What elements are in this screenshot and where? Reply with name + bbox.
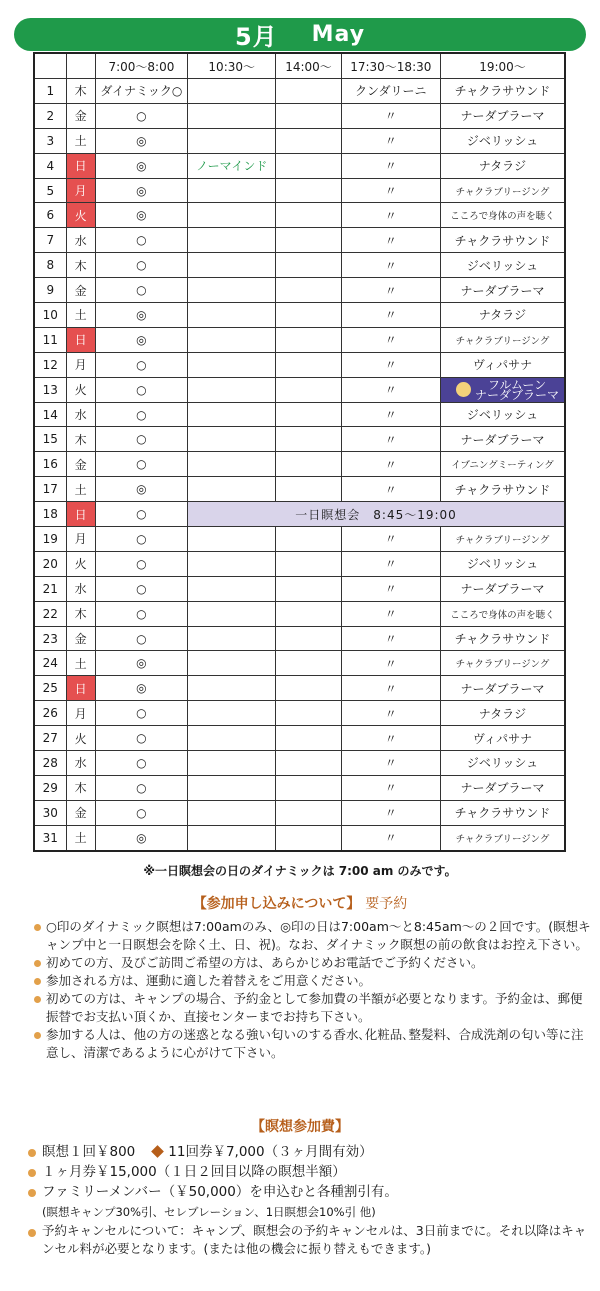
- weekday: 火: [66, 726, 95, 751]
- table-row: [34, 477, 565, 502]
- weekday: 木: [66, 79, 95, 104]
- session-1900: ジベリッシュ: [440, 253, 565, 278]
- month-en-label: May: [311, 22, 366, 47]
- bullet-icon: [28, 1189, 36, 1197]
- day-number: 13: [34, 377, 66, 402]
- day-number: 12: [34, 352, 66, 377]
- dynamic-mark: ○: [95, 601, 187, 626]
- session-1900: チャクラサウンド: [440, 800, 565, 825]
- weekday: 木: [66, 253, 95, 278]
- session-1400: [276, 651, 341, 676]
- fee-monthly: １ヶ月券￥15,000（１日２回目以降の瞑想半額）: [42, 1164, 346, 1180]
- session-1730: 〃: [341, 751, 440, 776]
- session-1400: [276, 278, 341, 303]
- session-1900: チャクラブリージング: [440, 178, 565, 203]
- session-1900: ナーダブラーマ: [440, 278, 565, 303]
- header-blank: [66, 53, 95, 79]
- bullet-icon: [34, 978, 41, 985]
- session-1730: 〃: [341, 128, 440, 153]
- session-1730: 〃: [341, 701, 440, 726]
- dynamic-mark: ○: [95, 726, 187, 751]
- session-1400: [276, 477, 341, 502]
- weekday: 木: [66, 775, 95, 800]
- session-1030: [188, 477, 276, 502]
- dynamic-mark: ○: [95, 527, 187, 552]
- session-1730: 〃: [341, 651, 440, 676]
- weekday: 月: [66, 178, 95, 203]
- session-1900: ナタラジ: [440, 701, 565, 726]
- weekday: 月: [66, 701, 95, 726]
- day-number: 10: [34, 303, 66, 328]
- dynamic-mark: ○: [95, 427, 187, 452]
- table-row: [34, 253, 565, 278]
- session-1400: [276, 551, 341, 576]
- table-row: [34, 775, 565, 800]
- table-header-row: [34, 53, 565, 79]
- dynamic-mark: ○: [95, 253, 187, 278]
- day-number: 26: [34, 701, 66, 726]
- session-1400: [276, 701, 341, 726]
- session-1900: チャクラブリージング: [440, 527, 565, 552]
- session-1030: [188, 103, 276, 128]
- day-number: 15: [34, 427, 66, 452]
- session-1030: [188, 427, 276, 452]
- weekday: 日: [66, 676, 95, 701]
- dynamic-mark: ダイナミック○: [95, 79, 187, 104]
- bullet-icon: [34, 960, 41, 967]
- dynamic-mark: ○: [95, 228, 187, 253]
- weekday: 水: [66, 576, 95, 601]
- day-number: 3: [34, 128, 66, 153]
- session-1730: 〃: [341, 253, 440, 278]
- list-item-text: 参加される方は、運動に適した着替えをご用意ください。: [46, 973, 372, 988]
- list-item: [34, 954, 594, 972]
- session-1900: ジベリッシュ: [440, 402, 565, 427]
- session-1900: チャクラサウンド: [440, 626, 565, 651]
- session-1030: [188, 203, 276, 228]
- weekday: 日: [66, 502, 95, 527]
- bullet-icon: [28, 1149, 36, 1157]
- session-1400: [276, 601, 341, 626]
- table-row: [34, 228, 565, 253]
- weekday: 月: [66, 527, 95, 552]
- session-1900: チャクラブリージング: [440, 327, 565, 352]
- session-1900: ナタラジ: [440, 303, 565, 328]
- session-1730: 〃: [341, 278, 440, 303]
- dynamic-mark: ◎: [95, 327, 187, 352]
- full-moon-label: [474, 377, 559, 402]
- day-number: 21: [34, 576, 66, 601]
- dynamic-mark: ◎: [95, 178, 187, 203]
- session-1030: [188, 128, 276, 153]
- session-1900: ナーダブラーマ: [440, 576, 565, 601]
- fee-11-ticket: 11回券￥7,000（３ヶ月間有効）: [168, 1144, 373, 1160]
- apply-title: [0, 893, 600, 913]
- weekday: 土: [66, 651, 95, 676]
- weekday: 金: [66, 452, 95, 477]
- table-row: [34, 551, 565, 576]
- session-1030: [188, 228, 276, 253]
- dynamic-mark: ◎: [95, 153, 187, 178]
- session-1900: チャクラサウンド: [440, 79, 565, 104]
- day-number: 1: [34, 79, 66, 104]
- session-1030: [188, 825, 276, 850]
- weekday: 土: [66, 128, 95, 153]
- day-number: 24: [34, 651, 66, 676]
- session-1030: [188, 676, 276, 701]
- session-1900: チャクラブリージング: [440, 825, 565, 850]
- weekday: 金: [66, 800, 95, 825]
- session-1730: 〃: [341, 775, 440, 800]
- list-item: [34, 990, 594, 1026]
- month-header: [14, 18, 586, 51]
- session-1400: [276, 303, 341, 328]
- weekday: 土: [66, 825, 95, 850]
- day-number: 5: [34, 178, 66, 203]
- session-1730: 〃: [341, 427, 440, 452]
- session-1030: [188, 701, 276, 726]
- table-row: [34, 153, 565, 178]
- session-1400: [276, 377, 341, 402]
- session-1400: [276, 352, 341, 377]
- session-1900: チャクラブリージング: [440, 651, 565, 676]
- dynamic-note: ※一日瞑想会の日のダイナミックは 7:00 am のみです。: [143, 864, 457, 878]
- session-1900: ヴィパサナ: [440, 352, 565, 377]
- dynamic-mark: ○: [95, 377, 187, 402]
- dynamic-mark: ◎: [95, 825, 187, 850]
- session-1030: [188, 253, 276, 278]
- session-1030: [188, 377, 276, 402]
- session-1030: [188, 726, 276, 751]
- session-1730: 〃: [341, 327, 440, 352]
- day-number: 27: [34, 726, 66, 751]
- session-1400: [276, 203, 341, 228]
- weekday: 火: [66, 377, 95, 402]
- dynamic-mark: ◎: [95, 651, 187, 676]
- day-number: 20: [34, 551, 66, 576]
- table-row: [34, 676, 565, 701]
- day-number: 16: [34, 452, 66, 477]
- session-1400: [276, 626, 341, 651]
- day-number: 6: [34, 203, 66, 228]
- session-1900: [440, 377, 565, 402]
- weekday: 火: [66, 551, 95, 576]
- day-number: 23: [34, 626, 66, 651]
- session-1900: ジベリッシュ: [440, 128, 565, 153]
- dynamic-mark: ◎: [95, 128, 187, 153]
- list-item: [34, 972, 594, 990]
- session-1730: 〃: [341, 800, 440, 825]
- session-1400: [276, 527, 341, 552]
- weekday: 金: [66, 278, 95, 303]
- dynamic-mark: ○: [95, 626, 187, 651]
- apply-title-text: 【参加申し込みについて】: [192, 896, 361, 912]
- dynamic-mark: ◎: [95, 477, 187, 502]
- list-item: [28, 1162, 598, 1182]
- table-row: [34, 303, 565, 328]
- table-row: [34, 427, 565, 452]
- session-1730: 〃: [341, 178, 440, 203]
- session-1730: 〃: [341, 452, 440, 477]
- day-number: 22: [34, 601, 66, 626]
- weekday: 水: [66, 751, 95, 776]
- header-time-1730: 17:30〜18:30: [341, 53, 440, 79]
- list-item-text: 初めての方、及びご訪問ご希望の方は、あらかじめお電話でご予約ください。: [46, 955, 484, 970]
- table-row: [34, 651, 565, 676]
- bullet-icon: [28, 1229, 36, 1237]
- session-1730: クンダリーニ: [341, 79, 440, 104]
- session-1030: [188, 800, 276, 825]
- session-1030: [188, 551, 276, 576]
- table-row: [34, 701, 565, 726]
- dynamic-mark: ○: [95, 576, 187, 601]
- session-1400: [276, 576, 341, 601]
- session-1730: 〃: [341, 103, 440, 128]
- table-row: [34, 800, 565, 825]
- session-1400: [276, 153, 341, 178]
- day-number: 19: [34, 527, 66, 552]
- dynamic-mark: ◎: [95, 303, 187, 328]
- bullet-icon: [34, 1032, 41, 1039]
- list-item-text: 初めての方は、キャンプの場合、予約金として参加費の半額が必要となります。予約金は、郵便振替でお支払い頂くか、直接センターまでお持ち下さい。: [46, 991, 583, 1024]
- day-number: 14: [34, 402, 66, 427]
- table-row: [34, 128, 565, 153]
- table-row: [34, 527, 565, 552]
- table-row: [34, 327, 565, 352]
- weekday: 水: [66, 402, 95, 427]
- bullet-icon: [28, 1169, 36, 1177]
- table-row: [34, 103, 565, 128]
- session-1730: 〃: [341, 377, 440, 402]
- dynamic-mark: ○: [95, 452, 187, 477]
- table-row: [34, 203, 565, 228]
- session-1030: [188, 352, 276, 377]
- day-number: 8: [34, 253, 66, 278]
- dynamic-mark: ○: [95, 402, 187, 427]
- table-row: [34, 751, 565, 776]
- session-1900: チャクラサウンド: [440, 477, 565, 502]
- table-row: [34, 79, 565, 104]
- session-1400: [276, 427, 341, 452]
- session-1030: [188, 576, 276, 601]
- fees-list: [28, 1142, 598, 1258]
- fee-family-detail: (瞑想キャンプ30%引、セレブレーション、1日瞑想会10%引 他): [42, 1205, 376, 1219]
- dynamic-mark: ○: [95, 502, 187, 527]
- bullet-icon: [34, 924, 41, 931]
- weekday: 火: [66, 203, 95, 228]
- list-item-text: 参加する人は、他の方の迷惑となる強い匂いのする香水､化粧品､整髪料、合成洗剤の匂い等に注意し、清潔であるように心がけて下さい。: [46, 1027, 584, 1060]
- session-1030: [188, 402, 276, 427]
- day-number: 17: [34, 477, 66, 502]
- table-row: [34, 377, 565, 402]
- table-row: [34, 452, 565, 477]
- session-1900: ナーダブラーマ: [440, 676, 565, 701]
- table-row: [34, 352, 565, 377]
- weekday: 金: [66, 626, 95, 651]
- day-number: 18: [34, 502, 66, 527]
- session-1730: 〃: [341, 551, 440, 576]
- list-item: [34, 1026, 594, 1062]
- session-1400: [276, 800, 341, 825]
- list-item: [34, 918, 594, 954]
- session-1030: [188, 775, 276, 800]
- session-1030: [188, 651, 276, 676]
- session-1030: [188, 751, 276, 776]
- weekday: 木: [66, 427, 95, 452]
- dynamic-mark: ○: [95, 352, 187, 377]
- session-1900: ナーダブラーマ: [440, 427, 565, 452]
- diamond-icon: [151, 1145, 164, 1158]
- fees-title: 【瞑想参加費】: [251, 1119, 349, 1135]
- session-1400: [276, 79, 341, 104]
- session-1730: 〃: [341, 402, 440, 427]
- session-1400: [276, 825, 341, 850]
- dynamic-mark: ○: [95, 278, 187, 303]
- session-1400: [276, 327, 341, 352]
- all-day-event: 一日瞑想会 8:45〜19:00: [188, 502, 565, 527]
- dynamic-mark: ○: [95, 775, 187, 800]
- dynamic-mark: ○: [95, 103, 187, 128]
- full-moon-title: フルムーン: [487, 377, 547, 392]
- session-1730: 〃: [341, 676, 440, 701]
- full-moon-program: ナーダブラーマ: [474, 387, 559, 402]
- session-1730: 〃: [341, 726, 440, 751]
- session-1900: ヴィパサナ: [440, 726, 565, 751]
- full-moon-icon: [456, 382, 471, 397]
- bullet-icon: [34, 996, 41, 1003]
- session-1900: ナタラジ: [440, 153, 565, 178]
- session-1400: [276, 253, 341, 278]
- session-1400: [276, 178, 341, 203]
- session-1030: [188, 452, 276, 477]
- session-1030: [188, 626, 276, 651]
- table-row: [34, 825, 565, 850]
- header-time-1900: 19:00〜: [440, 53, 565, 79]
- session-1030: [188, 303, 276, 328]
- session-1900: ジベリッシュ: [440, 551, 565, 576]
- weekday: 月: [66, 352, 95, 377]
- session-1900: ナーダブラーマ: [440, 103, 565, 128]
- list-item: [28, 1142, 598, 1162]
- day-number: 30: [34, 800, 66, 825]
- day-number: 9: [34, 278, 66, 303]
- day-number: 7: [34, 228, 66, 253]
- dynamic-mark: ○: [95, 751, 187, 776]
- session-1730: 〃: [341, 153, 440, 178]
- session-1030: [188, 278, 276, 303]
- schedule-body: [34, 79, 565, 851]
- reservation-required-label: 要予約: [365, 896, 408, 912]
- table-row: [34, 178, 565, 203]
- list-item: [28, 1182, 598, 1222]
- session-1400: [276, 676, 341, 701]
- session-1900: こころで身体の声を聴く: [440, 601, 565, 626]
- weekday: 日: [66, 327, 95, 352]
- session-1730: 〃: [341, 601, 440, 626]
- weekday: 金: [66, 103, 95, 128]
- session-1400: [276, 228, 341, 253]
- session-1730: 〃: [341, 825, 440, 850]
- list-item-text: ○印のダイナミック瞑想は7:00amのみ、◎印の日は7:00am〜と8:45am〜の２回です。(瞑想キャンプ中と一日瞑想会を除く土、日、祝)。なお、ダイナミック瞑想の前の飲食はお控え下さい。: [46, 919, 591, 952]
- day-number: 31: [34, 825, 66, 850]
- session-1030: ノーマインド: [188, 153, 276, 178]
- session-1730: 〃: [341, 477, 440, 502]
- session-1030: [188, 178, 276, 203]
- weekday: 水: [66, 228, 95, 253]
- header-time-0700: 7:00〜8:00: [95, 53, 187, 79]
- weekday: 土: [66, 303, 95, 328]
- day-number: 25: [34, 676, 66, 701]
- session-1730: 〃: [341, 576, 440, 601]
- dynamic-mark: ○: [95, 551, 187, 576]
- session-1030: [188, 327, 276, 352]
- session-1030: [188, 527, 276, 552]
- day-number: 29: [34, 775, 66, 800]
- session-1730: 〃: [341, 352, 440, 377]
- session-1030: [188, 601, 276, 626]
- table-row: [34, 601, 565, 626]
- table-row: [34, 402, 565, 427]
- day-number: 28: [34, 751, 66, 776]
- session-1400: [276, 128, 341, 153]
- weekday: 日: [66, 153, 95, 178]
- fee-family: ファミリーメンバー（￥50,000）を申込むと各種割引有。: [42, 1184, 398, 1200]
- list-item: [28, 1222, 598, 1258]
- session-1400: [276, 726, 341, 751]
- table-row: [34, 626, 565, 651]
- fee-single: 瞑想１回￥800: [42, 1144, 136, 1160]
- table-row: [34, 502, 565, 527]
- session-1900: チャクラサウンド: [440, 228, 565, 253]
- table-row: [34, 576, 565, 601]
- dynamic-mark: ○: [95, 800, 187, 825]
- apply-list: [34, 918, 594, 1062]
- header-blank: [34, 53, 66, 79]
- day-number: 2: [34, 103, 66, 128]
- day-number: 11: [34, 327, 66, 352]
- table-row: [34, 726, 565, 751]
- session-1030: [188, 79, 276, 104]
- session-1900: ジベリッシュ: [440, 751, 565, 776]
- weekday: 土: [66, 477, 95, 502]
- session-1730: 〃: [341, 626, 440, 651]
- session-1730: 〃: [341, 303, 440, 328]
- session-1400: [276, 452, 341, 477]
- session-1400: [276, 775, 341, 800]
- dynamic-mark: ○: [95, 701, 187, 726]
- schedule-table: [33, 52, 566, 852]
- session-1730: 〃: [341, 203, 440, 228]
- session-1900: ナーダブラーマ: [440, 775, 565, 800]
- day-number: 4: [34, 153, 66, 178]
- header-time-1400: 14:00〜: [276, 53, 341, 79]
- cancel-policy: 予約キャンセルについて：キャンプ、瞑想会の予約キャンセルは、3日前までに。それ以降はキャンセル料が必要となります。(または他の機会に振り替えもできます。): [42, 1223, 587, 1256]
- session-1730: 〃: [341, 228, 440, 253]
- session-1400: [276, 103, 341, 128]
- dynamic-mark: ◎: [95, 203, 187, 228]
- header-time-1030: 10:30〜: [188, 53, 276, 79]
- month-label: 5月: [234, 23, 278, 51]
- session-1900: こころで身体の声を聴く: [440, 203, 565, 228]
- session-1730: 〃: [341, 527, 440, 552]
- session-1900: イブニングミーティング: [440, 452, 565, 477]
- session-1400: [276, 751, 341, 776]
- session-1400: [276, 402, 341, 427]
- dynamic-mark: ◎: [95, 676, 187, 701]
- weekday: 木: [66, 601, 95, 626]
- table-row: [34, 278, 565, 303]
